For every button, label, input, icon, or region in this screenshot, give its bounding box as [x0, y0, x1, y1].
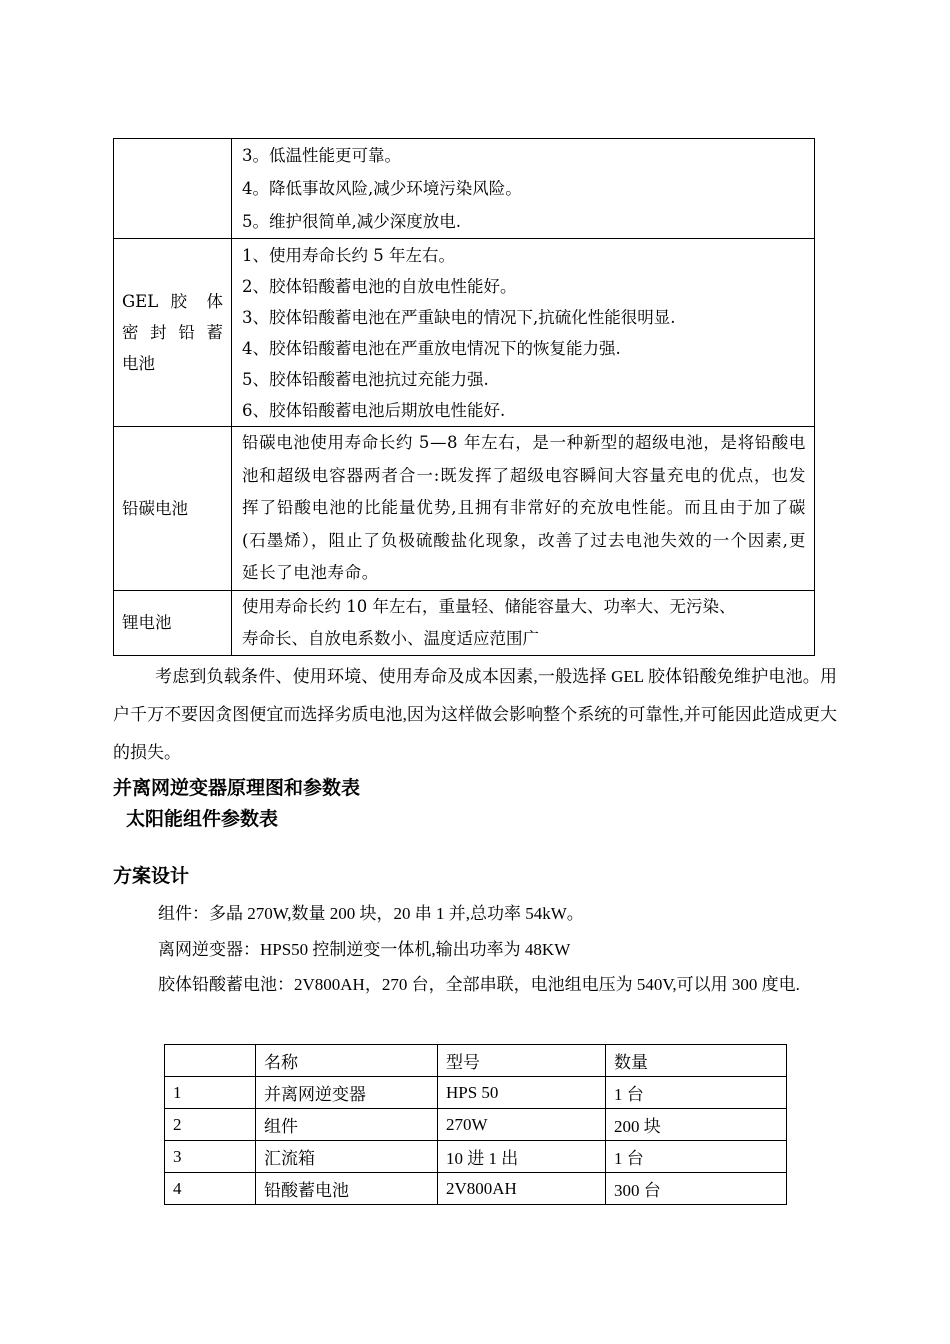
battery-desc-cell — [232, 590, 815, 655]
table-cell: 4 — [165, 1173, 256, 1205]
table-cell: 1 台 — [606, 1077, 787, 1109]
table-cell: 3 — [165, 1141, 256, 1173]
header-cell: 数量 — [606, 1045, 787, 1077]
desc-line: 6、胶体铅酸蓄电池后期放电性能好. — [242, 400, 506, 420]
desc-line: 3。低温性能更可靠。 — [242, 146, 401, 165]
battery-selection-paragraph: 考虑到负载条件、使用环境、使用寿命及成本因素,一般选择 GEL 胶体铅酸免维护电池。用户千万不要因贪图便宜而选择劣质电池,因为这样做会影响整个系统的可靠性,并可能因此造成更大的损失。 — [113, 667, 837, 762]
table-header-row — [165, 1045, 787, 1077]
desc-line: 寿命长、自放电系数小、温度适应范围广 — [242, 628, 539, 648]
battery-comparison-table — [113, 138, 815, 656]
table-row — [114, 427, 815, 591]
table-cell: 2 — [165, 1109, 256, 1141]
table-cell: 300 台 — [606, 1173, 787, 1205]
design-modules-line: 组件：多晶 270W,数量 200 块，20 串 1 并,总功率 54kW。 — [158, 904, 584, 923]
table-cell: 组件 — [256, 1109, 438, 1141]
header-cell — [165, 1045, 256, 1077]
table-cell: 270W — [438, 1109, 606, 1141]
desc-line: 4、胶体铅酸蓄电池在严重放电情况下的恢复能力强. — [242, 338, 621, 358]
name-line: 电池 — [122, 354, 155, 373]
battery-desc-cell — [232, 427, 815, 591]
table-cell: HPS 50 — [438, 1077, 606, 1109]
design-battery-paragraph: 胶体铅酸蓄电池：2V800AH，270 台，全部串联，电池组电压为 540V,可以用 300 度电. — [158, 975, 800, 994]
desc-line: 4。降低事故风险,减少环境污染风险。 — [242, 179, 522, 198]
heading-inverter: 并离网逆变器原理图和参数表 — [113, 777, 361, 799]
table-row — [165, 1077, 787, 1109]
table-cell: 铅酸蓄电池 — [256, 1173, 438, 1205]
heading-solar-module: 太阳能组件参数表 — [126, 808, 279, 830]
table-row — [165, 1173, 787, 1205]
name-line: GEL 胶 体 — [122, 292, 223, 311]
table-cell: 并离网逆变器 — [256, 1077, 438, 1109]
battery-type-cell: 锂电池 — [114, 590, 232, 655]
name-line: 密封铅蓄 — [122, 323, 223, 342]
table-cell: 2V800AH — [438, 1173, 606, 1205]
table-row — [165, 1141, 787, 1173]
equipment-table — [164, 1044, 787, 1205]
table-cell: 200 块 — [606, 1109, 787, 1141]
desc-line: 5。维护很简单,减少深度放电. — [242, 212, 461, 231]
battery-type-cell — [114, 239, 232, 427]
battery-type-cell: 铅碳电池 — [114, 427, 232, 591]
desc-line: 2、胶体铅酸蓄电池的自放电性能好。 — [242, 276, 517, 296]
table-row — [114, 239, 815, 427]
header-cell: 型号 — [438, 1045, 606, 1077]
desc-line: 使用寿命长约 10 年左右，重量轻、储能容量大、功率大、无污染、 — [242, 596, 736, 616]
desc-line: 1、使用寿命长约 5 年左右。 — [242, 245, 455, 265]
table-row — [165, 1109, 787, 1141]
battery-desc-cell — [232, 139, 815, 239]
desc-line: 5、胶体铅酸蓄电池抗过充能力强. — [242, 369, 489, 389]
table-cell: 汇流箱 — [256, 1141, 438, 1173]
battery-type-cell — [114, 139, 232, 239]
design-inverter-line: 离网逆变器：HPS50 控制逆变一体机,输出功率为 48KW — [158, 940, 571, 959]
table-cell: 1 台 — [606, 1141, 787, 1173]
table-cell: 1 — [165, 1077, 256, 1109]
table-cell: 10 进 1 出 — [438, 1141, 606, 1173]
heading-design: 方案设计 — [113, 865, 190, 887]
desc-paragraph: 铅碳电池使用寿命长约 5—8 年左右，是一种新型的超级电池，是将铅酸电池和超级电容器两者合一:既发挥了超级电容瞬间大容量充电的优点，也发挥了铅酸电池的比能量优势,且拥有非常好的充放电性能。而且由于加了碳(石墨烯），阻止了负极硫酸盐化现象，改善了过去电池失效的一个因素,更延长了电池寿命。 — [242, 433, 806, 582]
table-row — [114, 590, 815, 655]
header-cell: 名称 — [256, 1045, 438, 1077]
desc-line: 3、胶体铅酸蓄电池在严重缺电的情况下,抗硫化性能很明显. — [242, 307, 676, 327]
table-row — [114, 139, 815, 239]
battery-desc-cell — [232, 239, 815, 427]
